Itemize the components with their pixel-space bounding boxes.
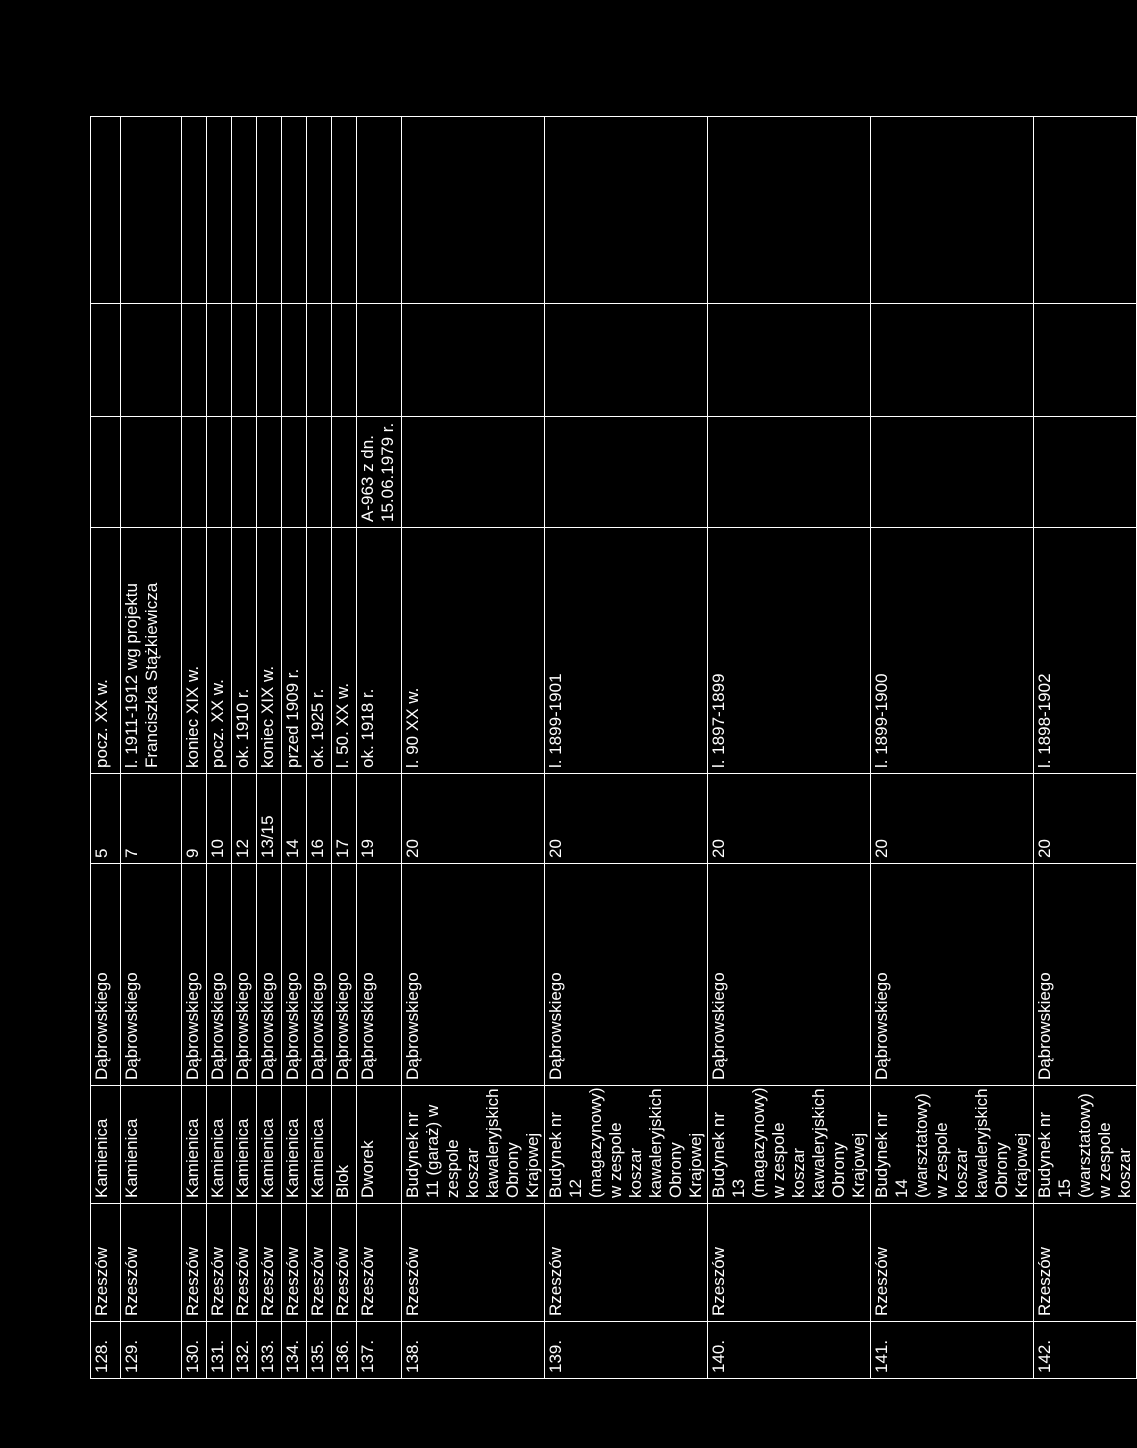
cell-empty [121, 117, 182, 304]
cell-date: l. 1911-1912 wg projektu Franciszka Stążkiewicza [121, 528, 182, 774]
cell-empty [402, 117, 545, 304]
cell-object: Kamienica [121, 1086, 182, 1204]
cell-empty [91, 304, 121, 417]
cell-lp: 137. [357, 1322, 402, 1379]
cell-register [232, 417, 257, 528]
cell-register [402, 417, 545, 528]
cell-register [121, 417, 182, 528]
cell-date: l. 90 XX w. [402, 528, 545, 774]
cell-street: Dąbrowskiego [357, 864, 402, 1086]
cell-date: pocz. XX w. [91, 528, 121, 774]
cell-empty [282, 304, 307, 417]
cell-register [91, 417, 121, 528]
cell-empty [307, 304, 332, 417]
cell-lp: 132. [232, 1322, 257, 1379]
cell-empty [257, 117, 282, 304]
cell-register [282, 417, 307, 528]
cell-date: l. 1898-1902 [1034, 528, 1137, 774]
cell-empty [232, 304, 257, 417]
cell-object: Kamienica [257, 1086, 282, 1204]
cell-date: l. 50. XX w. [332, 528, 357, 774]
cell-number: 20 [545, 774, 708, 864]
cell-date: ok. 1910 r. [232, 528, 257, 774]
cell-lp: 138. [402, 1322, 545, 1379]
cell-register [307, 417, 332, 528]
cell-empty [357, 304, 402, 417]
cell-lp: 142. [1034, 1322, 1137, 1379]
cell-street: Dąbrowskiego [307, 864, 332, 1086]
cell-empty [257, 304, 282, 417]
cell-town: Rzeszów [182, 1204, 207, 1322]
cell-register: A-963 z dn. 15.06.1979 r. [357, 417, 402, 528]
cell-number: 20 [402, 774, 545, 864]
cell-lp: 129. [121, 1322, 182, 1379]
cell-object: Budynek nr 12 (magazynowy) w zespole koszar kawaleryjskich Obrony Krajowej [545, 1086, 708, 1204]
scanned-page [90, 117, 1134, 1379]
cell-number: 9 [182, 774, 207, 864]
table-row [357, 117, 402, 1379]
cell-town: Rzeszów [871, 1204, 1034, 1322]
cell-object: Budynek nr 11 (garaż) w zespole koszar kawaleryjskich Obrony Krajowej [402, 1086, 545, 1204]
cell-street: Dąbrowskiego [207, 864, 232, 1086]
cell-date: l. 1899-1900 [871, 528, 1034, 774]
cell-empty [232, 117, 257, 304]
cell-number: 20 [871, 774, 1034, 864]
cell-object: Kamienica [91, 1086, 121, 1204]
cell-town: Rzeszów [257, 1204, 282, 1322]
cell-town: Rzeszów [545, 1204, 708, 1322]
cell-street: Dąbrowskiego [332, 864, 357, 1086]
cell-town: Rzeszów [232, 1204, 257, 1322]
cell-empty [332, 117, 357, 304]
cell-number: 13/15 [257, 774, 282, 864]
cell-empty [307, 117, 332, 304]
table-row [232, 117, 257, 1379]
cell-lp: 131. [207, 1322, 232, 1379]
cell-empty [282, 117, 307, 304]
table-row [545, 117, 708, 1379]
cell-register [257, 417, 282, 528]
cell-object: Blok [332, 1086, 357, 1204]
cell-number: 12 [232, 774, 257, 864]
cell-date: ok. 1925 r. [307, 528, 332, 774]
cell-number: 17 [332, 774, 357, 864]
cell-town: Rzeszów [402, 1204, 545, 1322]
cell-town: Rzeszów [121, 1204, 182, 1322]
table-row [871, 117, 1034, 1379]
cell-empty [182, 117, 207, 304]
cell-street: Dąbrowskiego [402, 864, 545, 1086]
cell-object: Kamienica [182, 1086, 207, 1204]
table-row [91, 117, 121, 1379]
table-row [1034, 117, 1137, 1379]
cell-number: 14 [282, 774, 307, 864]
cell-object: Budynek nr 13 (magazynowy) w zespole koszar kawaleryjskich Obrony Krajowej [708, 1086, 871, 1204]
cell-empty [91, 117, 121, 304]
cell-empty [545, 304, 708, 417]
cell-empty [182, 304, 207, 417]
cell-empty [207, 304, 232, 417]
cell-street: Dąbrowskiego [232, 864, 257, 1086]
table-row [332, 117, 357, 1379]
cell-town: Rzeszów [332, 1204, 357, 1322]
cell-number: 10 [207, 774, 232, 864]
cell-lp: 130. [182, 1322, 207, 1379]
cell-date: l. 1899-1901 [545, 528, 708, 774]
cell-number: 19 [357, 774, 402, 864]
cell-date: przed 1909 r. [282, 528, 307, 774]
cell-town: Rzeszów [307, 1204, 332, 1322]
cell-object: Kamienica [307, 1086, 332, 1204]
cell-street: Dąbrowskiego [1034, 864, 1137, 1086]
table-row [257, 117, 282, 1379]
cell-number: 20 [708, 774, 871, 864]
cell-register [1034, 417, 1137, 528]
cell-empty [402, 304, 545, 417]
cell-number: 7 [121, 774, 182, 864]
cell-empty [207, 117, 232, 304]
cell-lp: 135. [307, 1322, 332, 1379]
cell-empty [545, 117, 708, 304]
cell-lp: 141. [871, 1322, 1034, 1379]
cell-street: Dąbrowskiego [121, 864, 182, 1086]
cell-town: Rzeszów [91, 1204, 121, 1322]
table-row [708, 117, 871, 1379]
cell-street: Dąbrowskiego [91, 864, 121, 1086]
cell-register [182, 417, 207, 528]
table-row [307, 117, 332, 1379]
cell-date: l. 1897-1899 [708, 528, 871, 774]
cell-object: Kamienica [232, 1086, 257, 1204]
cell-empty [121, 304, 182, 417]
cell-object: Kamienica [282, 1086, 307, 1204]
cell-lp: 136. [332, 1322, 357, 1379]
cell-register [207, 417, 232, 528]
cell-street: Dąbrowskiego [182, 864, 207, 1086]
table-row [207, 117, 232, 1379]
cell-lp: 134. [282, 1322, 307, 1379]
cell-date: koniec XIX w. [182, 528, 207, 774]
cell-date: pocz. XX w. [207, 528, 232, 774]
cell-lp: 128. [91, 1322, 121, 1379]
cell-date: koniec XIX w. [257, 528, 282, 774]
cell-town: Rzeszów [357, 1204, 402, 1322]
cell-empty [708, 304, 871, 417]
rotated-table-wrapper [90, 117, 1134, 1379]
cell-object: Budynek nr 14 (warsztatowy) w zespole koszar kawaleryjskich Obrony Krajowej [871, 1086, 1034, 1204]
cell-lp: 133. [257, 1322, 282, 1379]
cell-register [871, 417, 1034, 528]
cell-street: Dąbrowskiego [871, 864, 1034, 1086]
cell-street: Dąbrowskiego [282, 864, 307, 1086]
cell-object: Kamienica [207, 1086, 232, 1204]
table-row [282, 117, 307, 1379]
cell-lp: 140. [708, 1322, 871, 1379]
cell-empty [1034, 117, 1137, 304]
cell-number: 20 [1034, 774, 1137, 864]
cell-register [545, 417, 708, 528]
cell-empty [357, 117, 402, 304]
cell-empty [708, 117, 871, 304]
table-row [402, 117, 545, 1379]
cell-town: Rzeszów [207, 1204, 232, 1322]
cell-town: Rzeszów [1034, 1204, 1137, 1322]
cell-empty [332, 304, 357, 417]
cell-object: Dworek [357, 1086, 402, 1204]
cell-lp: 139. [545, 1322, 708, 1379]
cell-register [332, 417, 357, 528]
cell-empty [871, 117, 1034, 304]
cell-street: Dąbrowskiego [545, 864, 708, 1086]
cell-number: 5 [91, 774, 121, 864]
monument-register-table [90, 116, 1137, 1379]
table-row [182, 117, 207, 1379]
cell-empty [871, 304, 1034, 417]
table-row [121, 117, 182, 1379]
cell-number: 16 [307, 774, 332, 864]
cell-town: Rzeszów [708, 1204, 871, 1322]
cell-town: Rzeszów [282, 1204, 307, 1322]
cell-date: ok. 1918 r. [357, 528, 402, 774]
cell-register [708, 417, 871, 528]
cell-empty [1034, 304, 1137, 417]
table-body [91, 117, 1137, 1379]
cell-street: Dąbrowskiego [708, 864, 871, 1086]
cell-object: Budynek nr 15 (warsztatowy) w zespole koszar [1034, 1086, 1137, 1204]
cell-street: Dąbrowskiego [257, 864, 282, 1086]
